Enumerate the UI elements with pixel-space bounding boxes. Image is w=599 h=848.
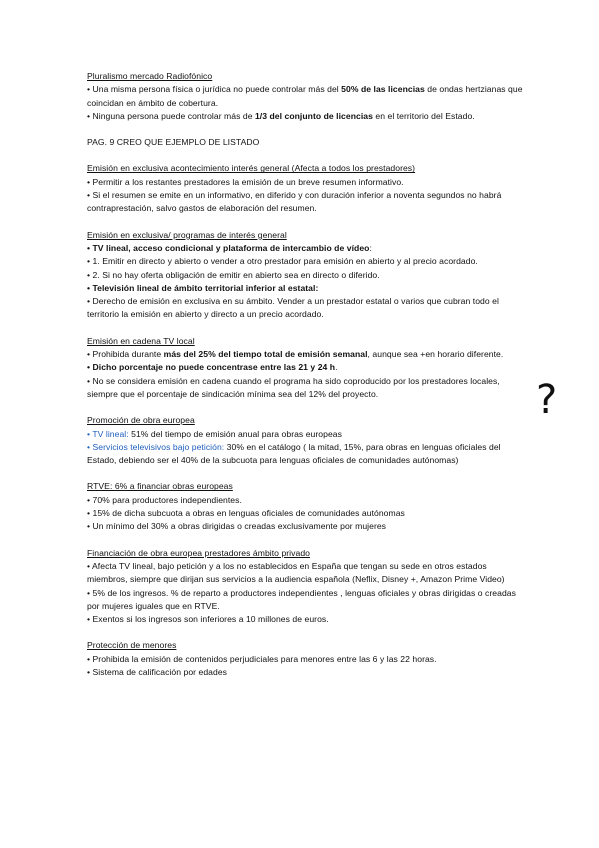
section-exclusiva-programas xyxy=(87,229,527,322)
section-title: Emisión en cadena TV local xyxy=(87,335,195,346)
bullet-marker: • xyxy=(87,428,93,439)
bullet-text: . xyxy=(335,362,338,373)
section-financiacion-privado xyxy=(87,547,527,627)
bullet-item: • Sistema de calificación por edades xyxy=(87,666,227,677)
bullet-item xyxy=(87,242,527,255)
bullet-text: • Ninguna persona puede controlar más de xyxy=(87,110,255,121)
bullet-bold-text: 50% de las licencias xyxy=(341,84,425,95)
bullet-item: • 5% de los ingresos. % de reparto a productores independientes , lenguas oficiales y obras dirigidas o creadas por mujeres iguales que en RTVE. xyxy=(87,587,516,611)
bullet-item: • 1. Emitir en directo y abierto o vender a otro prestador para emisión en abierto y al precio acordado. xyxy=(87,256,478,267)
question-mark: ? xyxy=(536,377,558,423)
bullet-bold-text: • Dicho porcentaje no puede concentrase entre las 21 y 24 h xyxy=(87,362,336,373)
section-rtve xyxy=(87,480,527,533)
section-emision-cadena xyxy=(87,335,527,401)
bullet-bold-text: • Televisión lineal de ámbito territorial inferior al estatal: xyxy=(87,282,319,293)
bullet-item: • 2. Si no hay oferta obligación de emitir en abierto sea en directo o diferido. xyxy=(87,269,380,280)
bullet-item: • Prohibida la emisión de contenidos perjudiciales para menores entre las 6 y las 22 horas. xyxy=(87,653,437,664)
bullet-bold-text: • TV lineal, acceso condicional y plataforma de intercambio de vídeo xyxy=(87,242,370,253)
bullet-item: • Un mínimo del 30% a obras dirigidas o creadas exclusivamente por mujeres xyxy=(87,521,387,532)
bullet-text: • Prohibida durante xyxy=(87,349,164,360)
bullet-text: : xyxy=(369,242,372,253)
section-title: Pluralismo mercado Radiofónico xyxy=(87,71,213,81)
bullet-item xyxy=(87,282,527,295)
bullet-item: • Permitir a los restantes prestadores la emisión de un breve resumen informativo. xyxy=(87,176,404,187)
bullet-item: • Exentos si los ingresos son inferiores a 10 millones de euros. xyxy=(87,614,329,625)
section-title: Promoción de obra europea xyxy=(87,415,195,426)
bullet-text: • Una misma persona física o jurídica no puede controlar más del xyxy=(87,84,342,95)
section-obra-europea xyxy=(87,414,527,467)
section-menores xyxy=(87,639,527,679)
bullet-text: 51% del tiempo de emisión anual para obras europeas xyxy=(128,428,342,439)
bullet-text: de ondas hertzianas que coincidan en ámbito de cobertura. xyxy=(87,84,523,108)
note-text: PAG. 9 CREO QUE EJEMPLO DE LISTADO xyxy=(87,137,260,148)
section-title: Financiación de obra europea prestadores ámbito privado xyxy=(87,547,310,558)
bullet-item xyxy=(87,83,527,110)
section-title: RTVE: 6% a financiar obras europeas xyxy=(87,481,233,492)
bullet-highlight-text: TV lineal: xyxy=(92,428,129,439)
bullet-text: , aunque sea +en horario diferente. xyxy=(367,349,504,360)
bullet-marker: • xyxy=(87,441,93,452)
bullet-item xyxy=(87,428,527,441)
bullet-highlight-text: Servicios televisivos bajo petición: xyxy=(92,441,225,452)
section-exclusiva-acontecimiento xyxy=(87,162,527,215)
bullet-item: • No se considera emisión en cadena cuando el programa ha sido coproducido por los prestadores locales, siempre que el porcentaje de sindicación mínima sea del 12% del proyecto. xyxy=(87,375,500,399)
bullet-item: • 70% para productores independientes. xyxy=(87,494,242,505)
section-title: Protección de menores xyxy=(87,640,177,651)
document-page xyxy=(87,70,527,679)
bullet-bold-text: 1/3 del conjunto de licencias xyxy=(254,110,373,121)
bullet-bold-text: más del 25% del tiempo total de emisión semanal xyxy=(163,349,368,360)
bullet-item: • Afecta TV lineal, bajo petición y a los no establecidos en España que tengan su sede en otros estados miembros, siempre que dirijan sus servicios a la audiencia española (Neflix, Disney +, Amazon Prime Video) xyxy=(87,560,505,585)
bullet-item xyxy=(87,110,527,123)
bullet-text: en el territorio del Estado. xyxy=(372,110,475,121)
bullet-item xyxy=(87,348,527,361)
section-title: Emisión en exclusiva/ programas de interés general xyxy=(87,229,287,240)
bullet-item: • Derecho de emisión en exclusiva en su ámbito. Vender a un prestador estatal o varios que cubran todo el territorio la emisión en abierto y directo a un precio acordado. xyxy=(87,296,499,320)
section-title: Emisión en exclusiva acontecimiento interés general (Afecta a todos los prestadores) xyxy=(87,163,416,174)
bullet-text: 30% en el catálogo ( la mitad, 15%, para obras en lenguas oficiales del Estado, debiendo ser el 40% de la subcuota para lenguas oficiales de comunidades autónomas) xyxy=(87,441,501,466)
section-note xyxy=(87,136,527,149)
bullet-item: • Si el resumen se emite en un informativo, en diferido y con duración inferior a noventa segundos no habrá contraprestación, salvo gastos de elaboración del resumen. xyxy=(87,190,502,214)
bullet-item xyxy=(87,441,527,468)
bullet-item: • 15% de dicha subcuota a obras en lenguas oficiales de comunidades autónomas xyxy=(87,508,405,519)
section-pluralismo xyxy=(87,70,527,123)
bullet-item xyxy=(87,361,527,374)
